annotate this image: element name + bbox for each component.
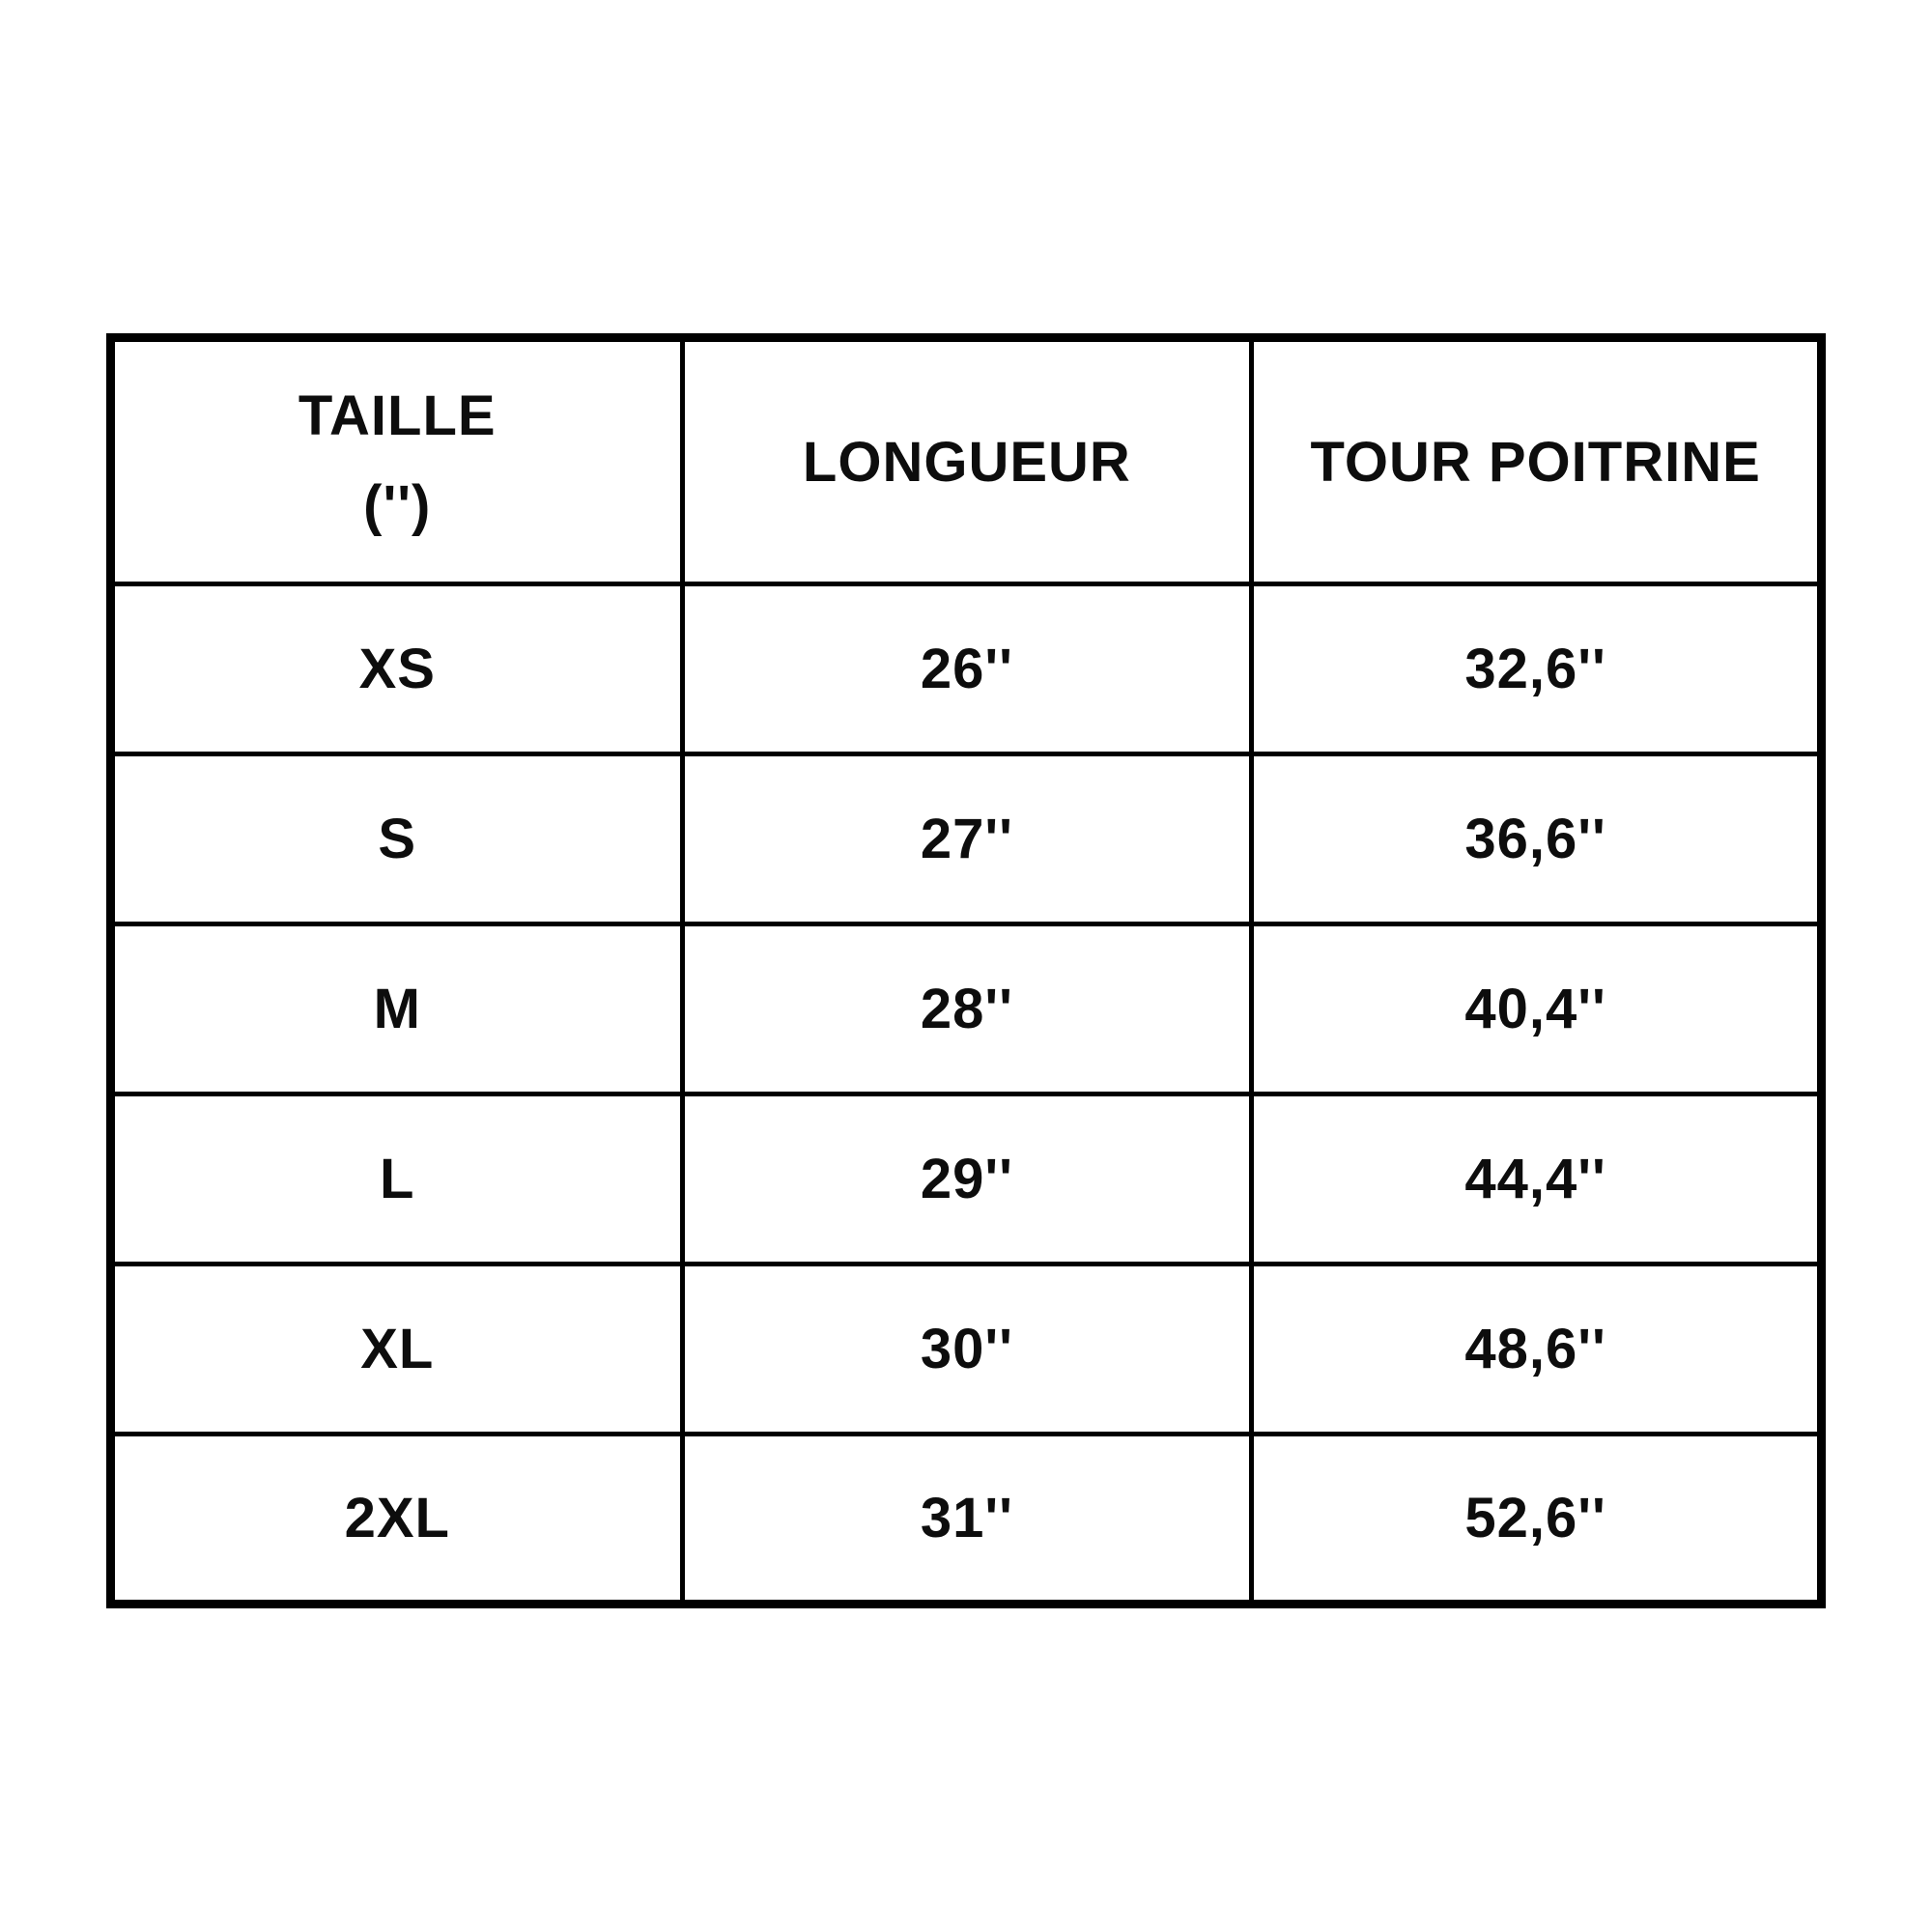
size-cell: M [111, 924, 683, 1094]
table-header-row [111, 338, 1822, 584]
length-cell: 30'' [682, 1264, 1252, 1435]
column-header-size-line2: ('') [363, 474, 432, 537]
length-cell: 26'' [682, 584, 1252, 754]
chest-cell: 40,4'' [1252, 924, 1822, 1094]
chest-cell: 36,6'' [1252, 754, 1822, 924]
column-header-chest: TOUR POITRINE [1252, 338, 1822, 584]
size-cell: 2XL [111, 1435, 683, 1605]
table-row-l [111, 1094, 1822, 1264]
size-cell: XL [111, 1264, 683, 1435]
table-row-m [111, 924, 1822, 1094]
table-row-s [111, 754, 1822, 924]
chest-cell: 32,6'' [1252, 584, 1822, 754]
chest-cell: 48,6'' [1252, 1264, 1822, 1435]
size-cell: XS [111, 584, 683, 754]
size-chart-table [106, 333, 1826, 1608]
column-header-size-line1: TAILLE [298, 384, 497, 448]
length-cell: 27'' [682, 754, 1252, 924]
table-row-2xl [111, 1435, 1822, 1605]
column-header-length: LONGUEUR [682, 338, 1252, 584]
length-cell: 31'' [682, 1435, 1252, 1605]
column-header-size [111, 338, 683, 584]
length-cell: 29'' [682, 1094, 1252, 1264]
chest-cell: 44,4'' [1252, 1094, 1822, 1264]
table-row-xl [111, 1264, 1822, 1435]
size-cell: L [111, 1094, 683, 1264]
chest-cell: 52,6'' [1252, 1435, 1822, 1605]
table-row-xs [111, 584, 1822, 754]
size-cell: S [111, 754, 683, 924]
length-cell: 28'' [682, 924, 1252, 1094]
